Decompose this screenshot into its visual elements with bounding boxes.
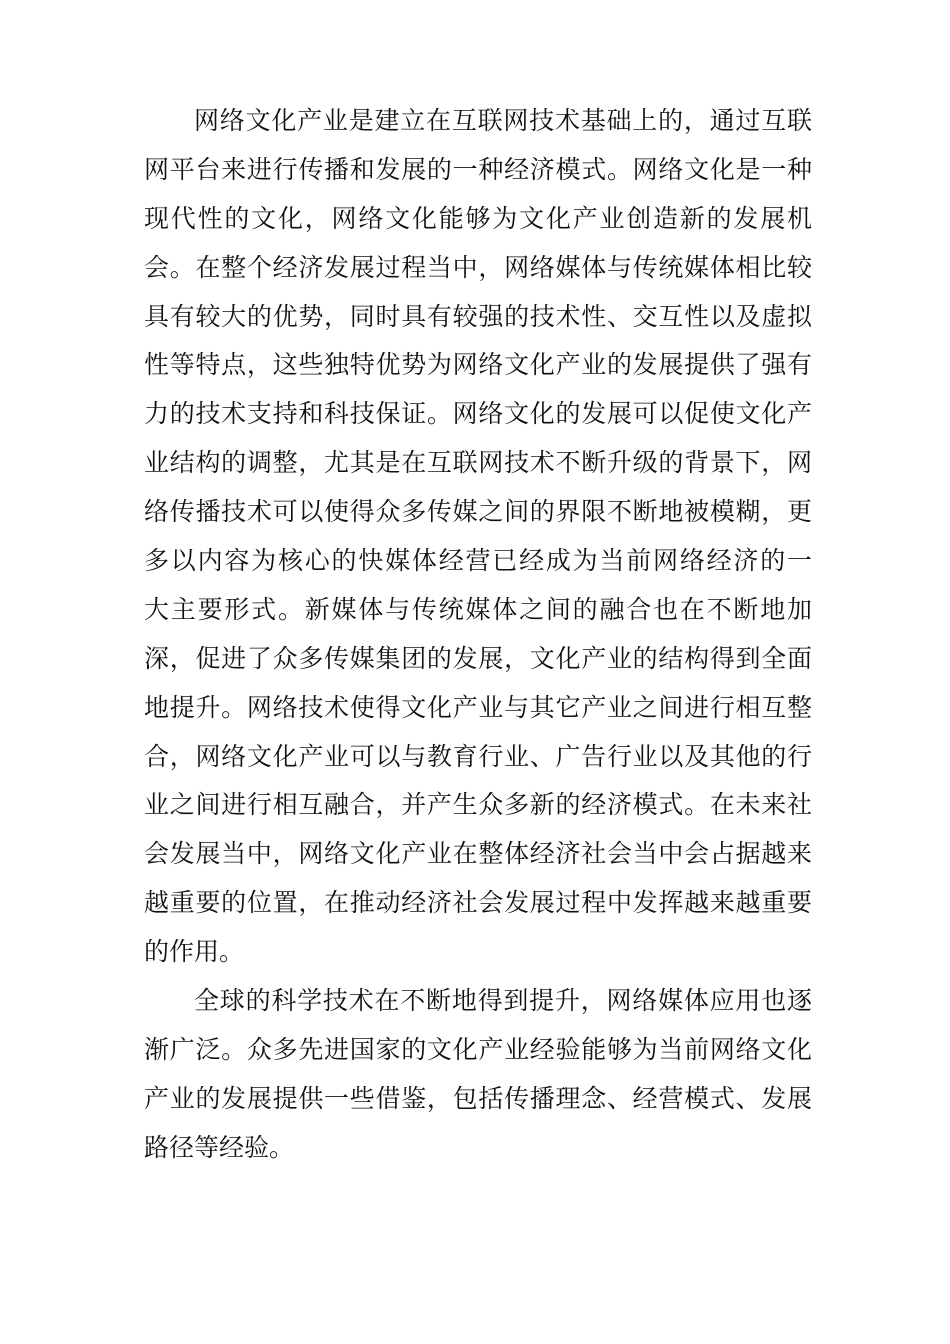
paragraph-line: 多以内容为核心的快媒体经营已经成为当前网络经济的一 <box>144 546 812 576</box>
paragraph-1 <box>144 97 812 977</box>
paragraph-2 <box>144 977 812 1173</box>
paragraph-line: 合，网络文化产业可以与教育行业、广告行业以及其他的行 <box>144 741 812 771</box>
paragraph-line: 深，促进了众多传媒集团的发展，文化产业的结构得到全面 <box>144 643 812 673</box>
paragraph-line: 路径等经验。 <box>144 1132 295 1162</box>
paragraph-line: 网络文化产业是建立在互联网技术基础上的，通过互联 <box>194 106 812 135</box>
paragraph-line: 地提升。网络技术使得文化产业与其它产业之间进行相互整 <box>144 692 812 722</box>
paragraph-line: 网平台来进行传播和发展的一种经济模式。网络文化是一种 <box>144 154 812 184</box>
body-text <box>144 97 812 1173</box>
paragraph-line: 络传播技术可以使得众多传媒之间的界限不断地被模糊，更 <box>144 497 812 527</box>
paragraph-line: 现代性的文化，网络文化能够为文化产业创造新的发展机 <box>144 203 812 233</box>
paragraph-line: 具有较大的优势，同时具有较强的技术性、交互性以及虚拟 <box>144 301 812 331</box>
paragraph-line: 业之间进行相互融合，并产生众多新的经济模式。在未来社 <box>144 790 812 820</box>
paragraph-line: 业结构的调整，尤其是在互联网技术不断升级的背景下，网 <box>144 448 812 478</box>
paragraph-line: 全球的科学技术在不断地得到提升，网络媒体应用也逐 <box>194 986 812 1016</box>
paragraph-line: 越重要的位置，在推动经济社会发展过程中发挥越来越重要 <box>144 888 812 918</box>
paragraph-line: 产业的发展提供一些借鉴，包括传播理念、经营模式、发展 <box>144 1083 812 1113</box>
paragraph-line: 力的技术支持和科技保证。网络文化的发展可以促使文化产 <box>144 399 812 429</box>
paragraph-line: 性等特点，这些独特优势为网络文化产业的发展提供了强有 <box>144 350 812 380</box>
paragraph-line: 的作用。 <box>144 937 245 967</box>
paragraph-line: 会。在整个经济发展过程当中，网络媒体与传统媒体相比较 <box>144 252 812 282</box>
paragraph-line: 渐广泛。众多先进国家的文化产业经验能够为当前网络文化 <box>144 1034 812 1064</box>
paragraph-line: 会发展当中，网络文化产业在整体经济社会当中会占据越来 <box>144 839 812 869</box>
paragraph-line: 大主要形式。新媒体与传统媒体之间的融合也在不断地加 <box>144 594 812 624</box>
